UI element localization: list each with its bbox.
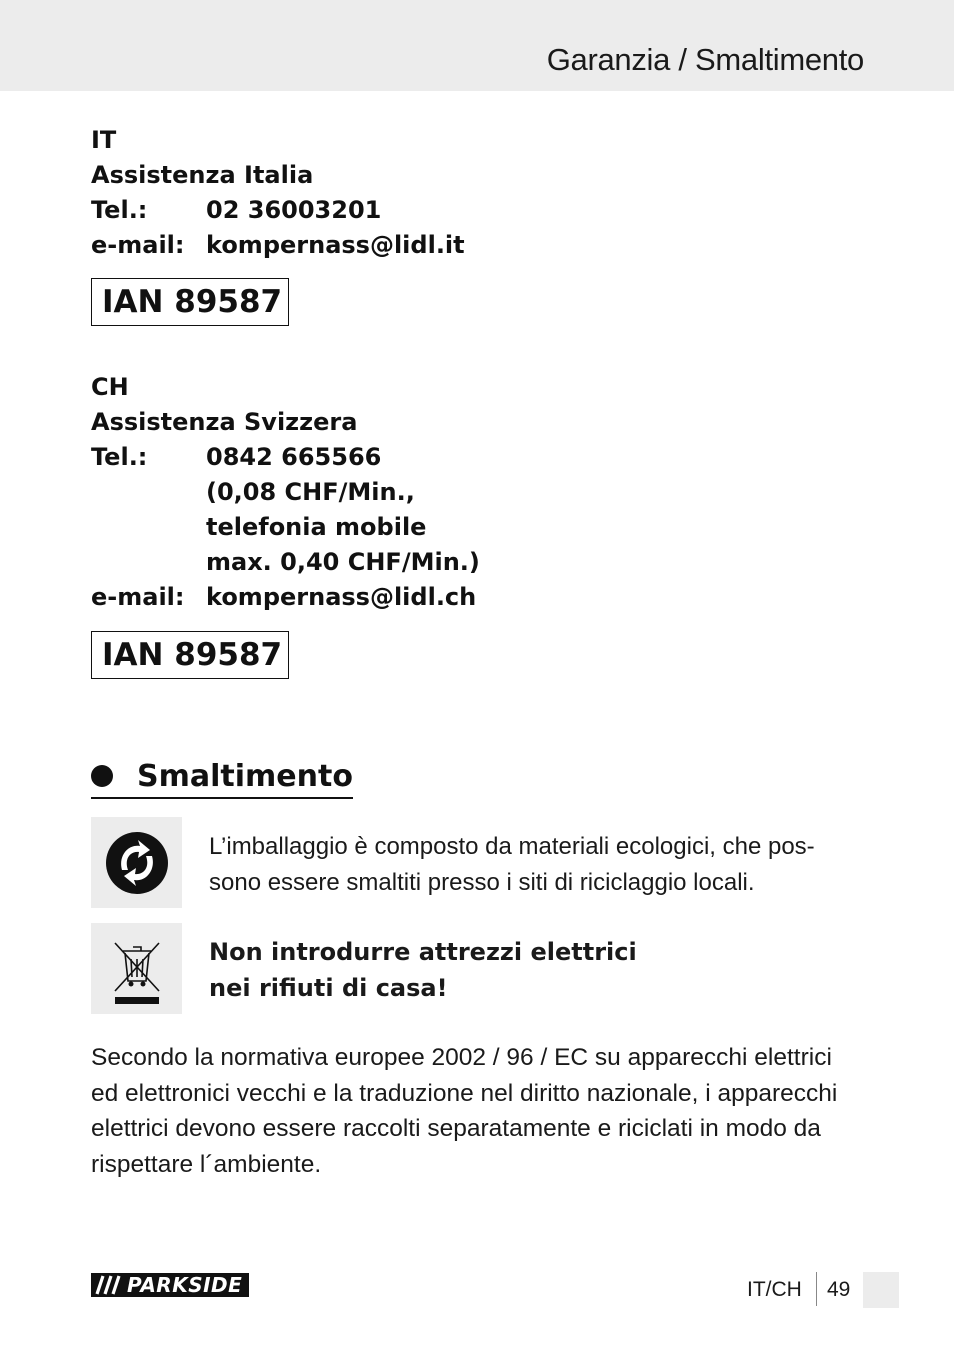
swiss-ian-box: IAN 89587 <box>91 631 289 679</box>
italy-tel-row <box>91 193 465 228</box>
italy-tel-value: 02 36003201 <box>206 196 382 224</box>
weee-warning-text <box>209 934 637 1006</box>
italy-tel-label: Tel.: <box>91 196 148 224</box>
swiss-email-value[interactable]: kompernass@lidl.ch <box>206 583 477 611</box>
swiss-country-code: CH <box>91 373 129 401</box>
italy-email-row <box>91 228 465 263</box>
swiss-tel-line: telefonia mobile <box>206 513 427 541</box>
italy-contact <box>91 123 465 263</box>
page-title: Garanzia / Smaltimento <box>546 42 864 77</box>
green-dot-recycling-icon <box>91 817 182 908</box>
footer-language: IT/CH <box>747 1278 802 1301</box>
swiss-contact <box>91 370 480 615</box>
italy-ian-box: IAN 89587 <box>91 278 289 326</box>
italy-email-label: e-mail: <box>91 231 185 259</box>
bullet-icon <box>91 765 113 787</box>
paragraph-line: ed elettronici vecchi e la traduzione nel diritto nazionale, i apparecchi <box>91 1079 838 1107</box>
italy-service-name: Assistenza Italia <box>91 161 314 189</box>
swiss-email-label: e-mail: <box>91 583 185 611</box>
paragraph-line: Secondo la normativa europee 2002 / 96 / EC su apparecchi elettrici <box>91 1044 832 1071</box>
logo-stripes-icon <box>91 1273 127 1297</box>
brand-name: PARKSIDE <box>127 1273 243 1297</box>
swiss-tel-row <box>91 440 480 580</box>
weee-line: nei rifiuti di casa! <box>209 974 448 1002</box>
swiss-tel-line: (0,08 CHF/Min., <box>206 478 415 506</box>
footer-divider <box>816 1272 817 1306</box>
parkside-logo <box>91 1273 249 1297</box>
swiss-tel-value <box>206 440 480 580</box>
page-number: 49 <box>827 1278 851 1301</box>
swiss-email-row <box>91 580 480 615</box>
italy-email-value[interactable]: kompernass@lidl.it <box>206 231 465 259</box>
swiss-tel-label: Tel.: <box>91 443 148 471</box>
packaging-line: L’imballaggio è composto da materiali ecologici, che pos- <box>209 833 815 860</box>
weee-line: Non introdurre attrezzi elettrici <box>209 938 637 966</box>
swiss-service-name: Assistenza Svizzera <box>91 408 358 436</box>
crossed-out-bin-icon <box>91 923 182 1014</box>
paragraph-line: rispettare l´ambiente. <box>91 1150 322 1178</box>
swiss-tel-line: max. 0,40 CHF/Min.) <box>206 548 480 576</box>
section-heading-disposal <box>91 755 353 799</box>
section-heading-text: Smaltimento <box>137 758 353 794</box>
footer-tab <box>863 1272 899 1308</box>
swiss-tel-line: 0842 665566 <box>206 443 382 471</box>
packaging-line: sono essere smaltiti presso i siti di riciclaggio locali. <box>209 869 755 896</box>
disposal-paragraph <box>91 1040 866 1182</box>
packaging-text <box>209 829 815 901</box>
italy-country-code: IT <box>91 126 117 154</box>
paragraph-line: elettrici devono essere raccolti separatamente e riciclati in modo da <box>91 1115 821 1142</box>
